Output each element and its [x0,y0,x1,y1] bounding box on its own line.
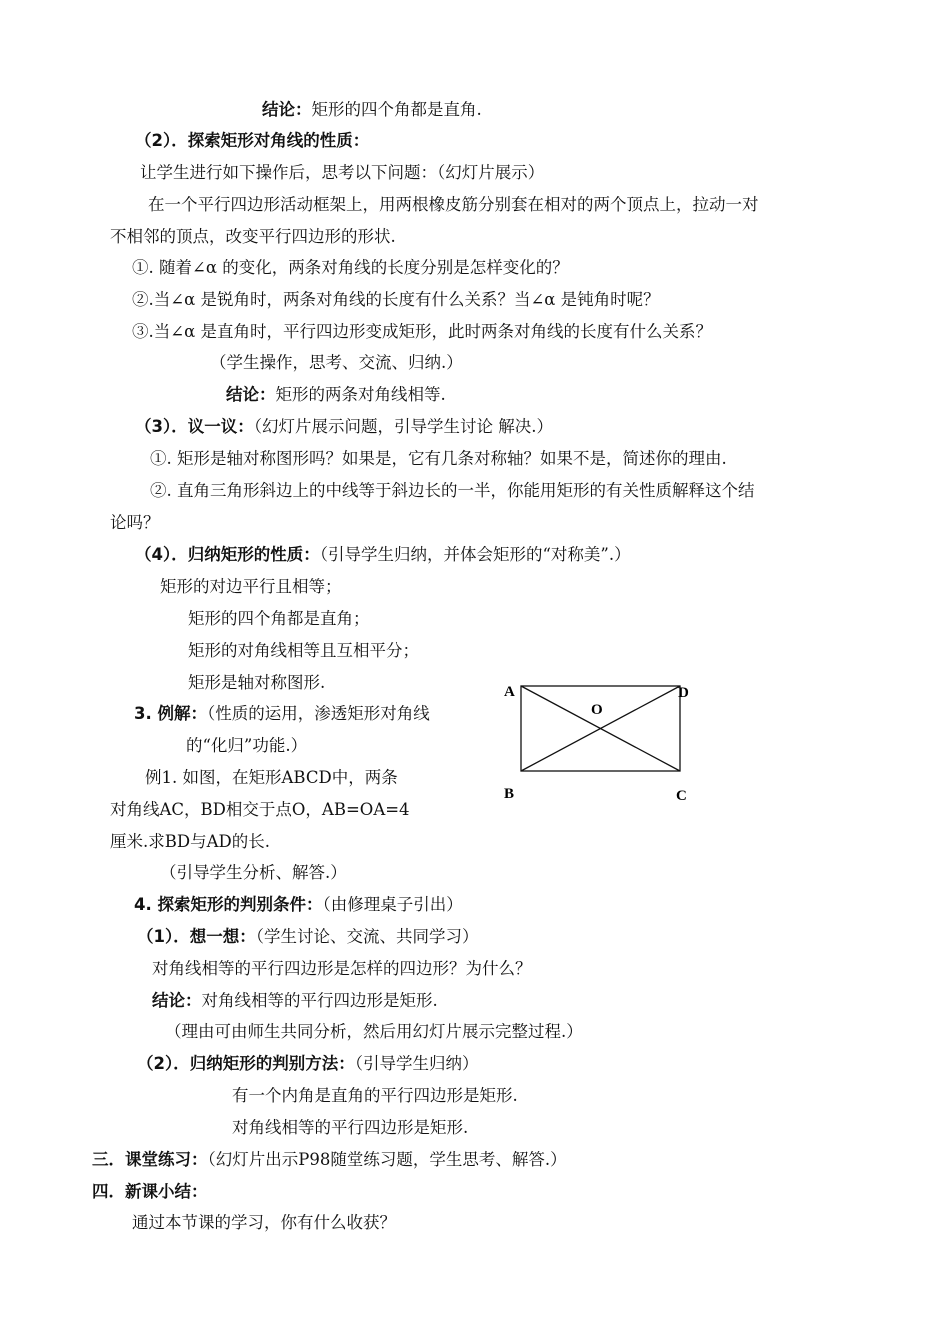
heading-example: 3. 例解：（性质的运用，渗透矩形对角线 [134,704,430,723]
heading-example-cont: 的“化归”功能.） [186,736,308,755]
text-frame-activity: 在一个平行四边形活动框架上，用两根橡皮筋分别套在相对的两个顶点上，拉动一对 [148,195,759,214]
rectangle-abcd-figure [500,678,700,808]
property-3: 矩形的对角线相等且互相平分； [188,641,419,660]
vertex-label-a: A [504,684,515,700]
example-1-cont: 对角线AC，BD相交于点O，AB=OA=4 [110,800,410,819]
center-label-o: O [591,702,603,718]
property-1: 矩形的对边平行且相等； [160,577,342,596]
heading-summarize-properties: （4）．归纳矩形的性质：（引导学生归纳，并体会矩形的“对称美”.） [135,545,631,564]
note-reasoning: （理由可由师生共同分析，然后用幻灯片展示完整过程.） [165,1022,583,1041]
discuss-question-2-cont: 论吗？ [110,513,160,532]
criterion-1: 有一个内角是直角的平行四边形是矩形. [232,1086,518,1105]
heading-criteria: 4. 探索矩形的判别条件：（由修理桌子引出） [134,895,463,914]
text-operation-intro: 让学生进行如下操作后，思考以下问题：（幻灯片展示） [140,163,545,182]
heading-criteria-methods: （2）．归纳矩形的判别方法：（引导学生归纳） [137,1054,479,1073]
note-student-activity: （学生操作，思考、交流、归纳.） [210,353,463,372]
vertex-label-c: C [676,788,687,804]
discuss-question-2: ②. 直角三角形斜边上的中线等于斜边长的一半，你能用矩形的有关性质解释这个结 [150,481,755,500]
text-frame-activity-cont: 不相邻的顶点，改变平行四边形的形状. [110,227,396,246]
note-analysis: （引导学生分析、解答.） [160,863,347,882]
heading-diagonal-properties: （2）．探索矩形对角线的性质： [135,131,370,150]
discuss-question-1: ①. 矩形是轴对称图形吗？如果是，它有几条对称轴？如果不是，简述你的理由. [150,449,727,468]
question-3: ③.当∠α 是直角时，平行四边形变成矩形，此时两条对角线的长度有什么关系？ [132,322,712,341]
heading-summary: 四．新课小结： [92,1182,208,1201]
property-4: 矩形是轴对称图形. [188,673,326,692]
example-1-cont-2: 厘米.求BD与AD的长. [110,832,270,851]
summary-question: 通过本节课的学习，你有什么收获？ [132,1213,396,1232]
conclusion-criteria: 结论：对角线相等的平行四边形是矩形. [152,991,438,1010]
think-question: 对角线相等的平行四边形是怎样的四边形？为什么？ [152,959,532,978]
heading-think: （1）．想一想：（学生讨论、交流、共同学习） [137,927,479,946]
heading-practice: 三．课堂练习：（幻灯片出示P98随堂练习题，学生思考、解答.） [92,1150,567,1169]
example-1: 例1. 如图，在矩形ABCD中，两条 [145,768,398,787]
vertex-label-d: D [678,685,689,701]
vertex-label-b: B [504,786,515,802]
conclusion-right-angles: 结论：矩形的四个角都是直角. [262,100,482,119]
question-2: ②.当∠α 是锐角时，两条对角线的长度有什么关系？当∠α 是钝角时呢？ [132,290,660,309]
criterion-2: 对角线相等的平行四边形是矩形. [232,1118,469,1137]
heading-discuss: （3）．议一议：（幻灯片展示问题，引导学生讨论 解决.） [135,417,553,436]
conclusion-equal-diagonals: 结论：矩形的两条对角线相等. [226,385,446,404]
property-2: 矩形的四个角都是直角； [188,609,370,628]
question-1: ①. 随着∠α 的变化，两条对角线的长度分别是怎样变化的？ [132,258,569,277]
